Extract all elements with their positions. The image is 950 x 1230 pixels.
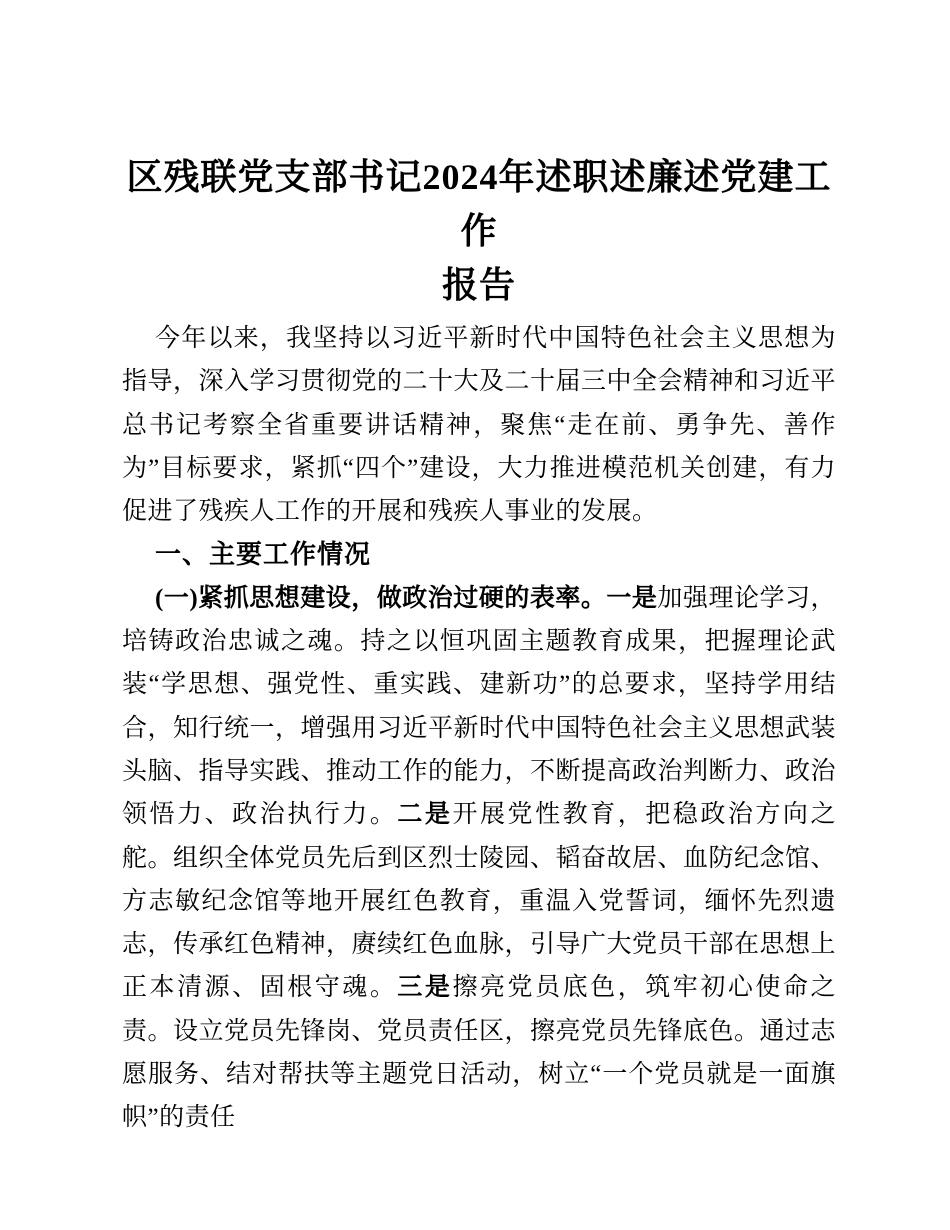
body-paragraph bbox=[122, 577, 836, 1140]
emphasis-text: 三是 bbox=[397, 974, 453, 1002]
intro-paragraph bbox=[122, 317, 836, 533]
emphasis-text: (一)紧抓思想建设，做政治过硬的表率。一是 bbox=[155, 584, 658, 612]
body-text: 今年以来，我坚持以习近平新时代中国特色社会主义思想为指导，深入学习贯彻党的二十大及二十届三中全会精神和习近平总书记考察全省重要讲话精神，聚焦“走在前、勇争先、善作为”目标要求，紧抓“四个”建设，大力推进模范机关创建，有力促进了残疾人工作的开展和残疾人事业的发展。 bbox=[122, 325, 837, 526]
document-content bbox=[122, 150, 836, 1140]
title-line-1: 区残联党支部书记2024年述职述廉述党建工作 bbox=[126, 157, 832, 251]
section-heading: 一、主要工作情况 bbox=[155, 539, 372, 570]
document-title bbox=[122, 150, 836, 312]
body-text: 开展党性教育，把稳政治方向之舵。组织全体党员先后到区烈士陵园、韬奋故居、血防纪念馆、方志敏纪念馆等地开展红色教育，重温入党誓词，缅怀先烈遗志，传承红色精神，赓续红色血脉，引导广大党员干部在思想上正本清源、固根守魂。 bbox=[122, 801, 837, 1002]
emphasis-text: 二是 bbox=[397, 801, 453, 829]
title-line-2: 报告 bbox=[441, 265, 516, 305]
body-text: 擦亮党员底色，筑牢初心使命之责。设立党员先锋岗、党员责任区，擦亮党员先锋底色。通过志愿服务、结对帮扶等主题党日活动，树立“一个党员就是一面旗帜”的责任 bbox=[122, 974, 837, 1132]
body-text: 加强理论学习，培铸政治忠诚之魂。持之以恒巩固主题教育成果，把握理论武装“学思想、强党性、重实践、建新功”的总要求，坚持学用结合，知行统一，增强用习近平新时代中国特色社会主义思想武装头脑、指导实践、推动工作的能力，不断提高政治判断力、政治领悟力、政治执行力。 bbox=[122, 584, 837, 829]
